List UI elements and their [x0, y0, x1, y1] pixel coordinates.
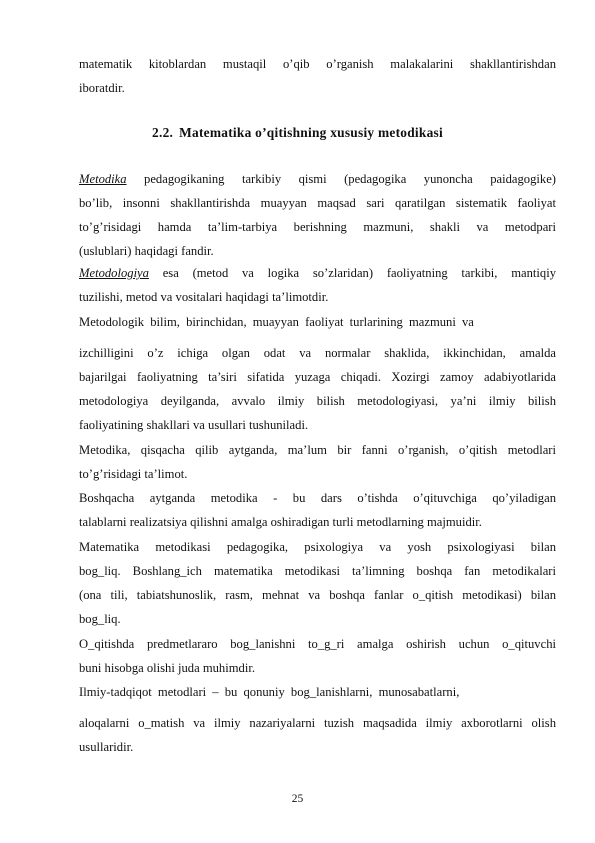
paragraph-line: Matematika metodikasi pedagogika, psixologiya va yosh psixologiyasi bilan	[79, 540, 556, 554]
line-text: pedagogikaning tarkibiy qismi (pedagogika yunoncha paidagogike)	[126, 172, 556, 186]
paragraph-line: metodologiya deyilganda, avvalo ilmiy bilish metodologiyasi, ya’ni ilmiy bilish	[79, 394, 556, 408]
section-heading	[0, 124, 595, 142]
section-number: 2.2.	[152, 125, 174, 140]
paragraph-line: bajarilgai faoliyatning ta’siri sifatida yuzaga chiqadi. Xozirgi zamoy adabiyotlarida	[79, 370, 556, 384]
paragraph-line: (ona tili, tabiatshunoslik, rasm, mehnat va boshqa fanlar o_qitish metodikasi) bilan	[79, 588, 556, 602]
paragraph-line: to’g’risidagi ta’limot.	[79, 467, 188, 481]
paragraph-line	[79, 265, 556, 281]
paragraph-line: Boshqacha aytganda metodika - bu dars o’tishda o’qituvchiga qo’yiladigan	[79, 491, 556, 505]
paragraph-line: O_qitishda predmetlararo bog_lanishni to_g_ri amalga oshirish uchun o_qituvchi	[79, 637, 556, 651]
paragraph-line: buni hisobga olishi juda muhimdir.	[79, 661, 255, 675]
paragraph-line: izchilligini o’z ichiga olgan odat va normalar shaklida, ikkinchidan, amalda	[79, 346, 556, 360]
paragraph-line: faoliyatining shakllari va usullari tushuniladi.	[79, 418, 309, 432]
paragraph-line: bog_liq.	[79, 612, 121, 626]
section-title: Matematika o’qitishning xususiy metodikasi	[179, 125, 443, 140]
paragraph-line: talablarni realizatsiya qilishni amalga oshiradigan turli metodlarning majmuidir.	[79, 515, 482, 529]
paragraph-line: aloqalarni o_matish va ilmiy nazariyalarni tuzish maqsadida ilmiy axborotlarni olish	[79, 716, 556, 730]
paragraph-line	[79, 171, 556, 187]
paragraph-line: to’g’risidagi hamda ta’lim-tarbiya berishning mazmuni, shakli va metodpari	[79, 220, 556, 234]
paragraph-line: Ilmiy-tadqiqot metodlari – bu qonuniy bog_lanishlarni, munosabatlarni,	[79, 685, 460, 699]
paragraph-line: Metodologik bilim, birinchidan, muayyan faoliyat turlarining mazmuni va	[79, 315, 474, 329]
paragraph-line: Metodika, qisqacha qilib aytganda, ma’lum bir fanni o’rganish, o’qitish metodlari	[79, 443, 556, 457]
paragraph-line: bog_liq. Boshlang_ich matematika metodikasi ta’limning boshqa fan metodikalari	[79, 564, 556, 578]
paragraph-line: iboratdir.	[79, 81, 125, 95]
line-text: esa (metod va logika so’zlaridan) faoliyatning tarkibi, mantiqiy	[148, 266, 556, 280]
page-number: 25	[291, 793, 304, 805]
paragraph-line: bo’lib, insonni shakllantirishda muayyan maqsad sari qaratilgan sistematik faoliyat	[79, 196, 556, 210]
paragraph-line: tuzilishi, metod va vositalari haqidagi ta’limotdir.	[79, 290, 329, 304]
paragraph-line: (uslublari) haqidagi fandir.	[79, 244, 214, 258]
paragraph-line: matematik kitoblardan mustaqil o’qib o’rganish malakalarini shakllantirishdan	[79, 57, 556, 71]
paragraph-line: usullaridir.	[79, 740, 134, 754]
term-metodika: Metodika	[79, 172, 127, 186]
term-metodologiya: Metodologiya	[79, 266, 149, 280]
